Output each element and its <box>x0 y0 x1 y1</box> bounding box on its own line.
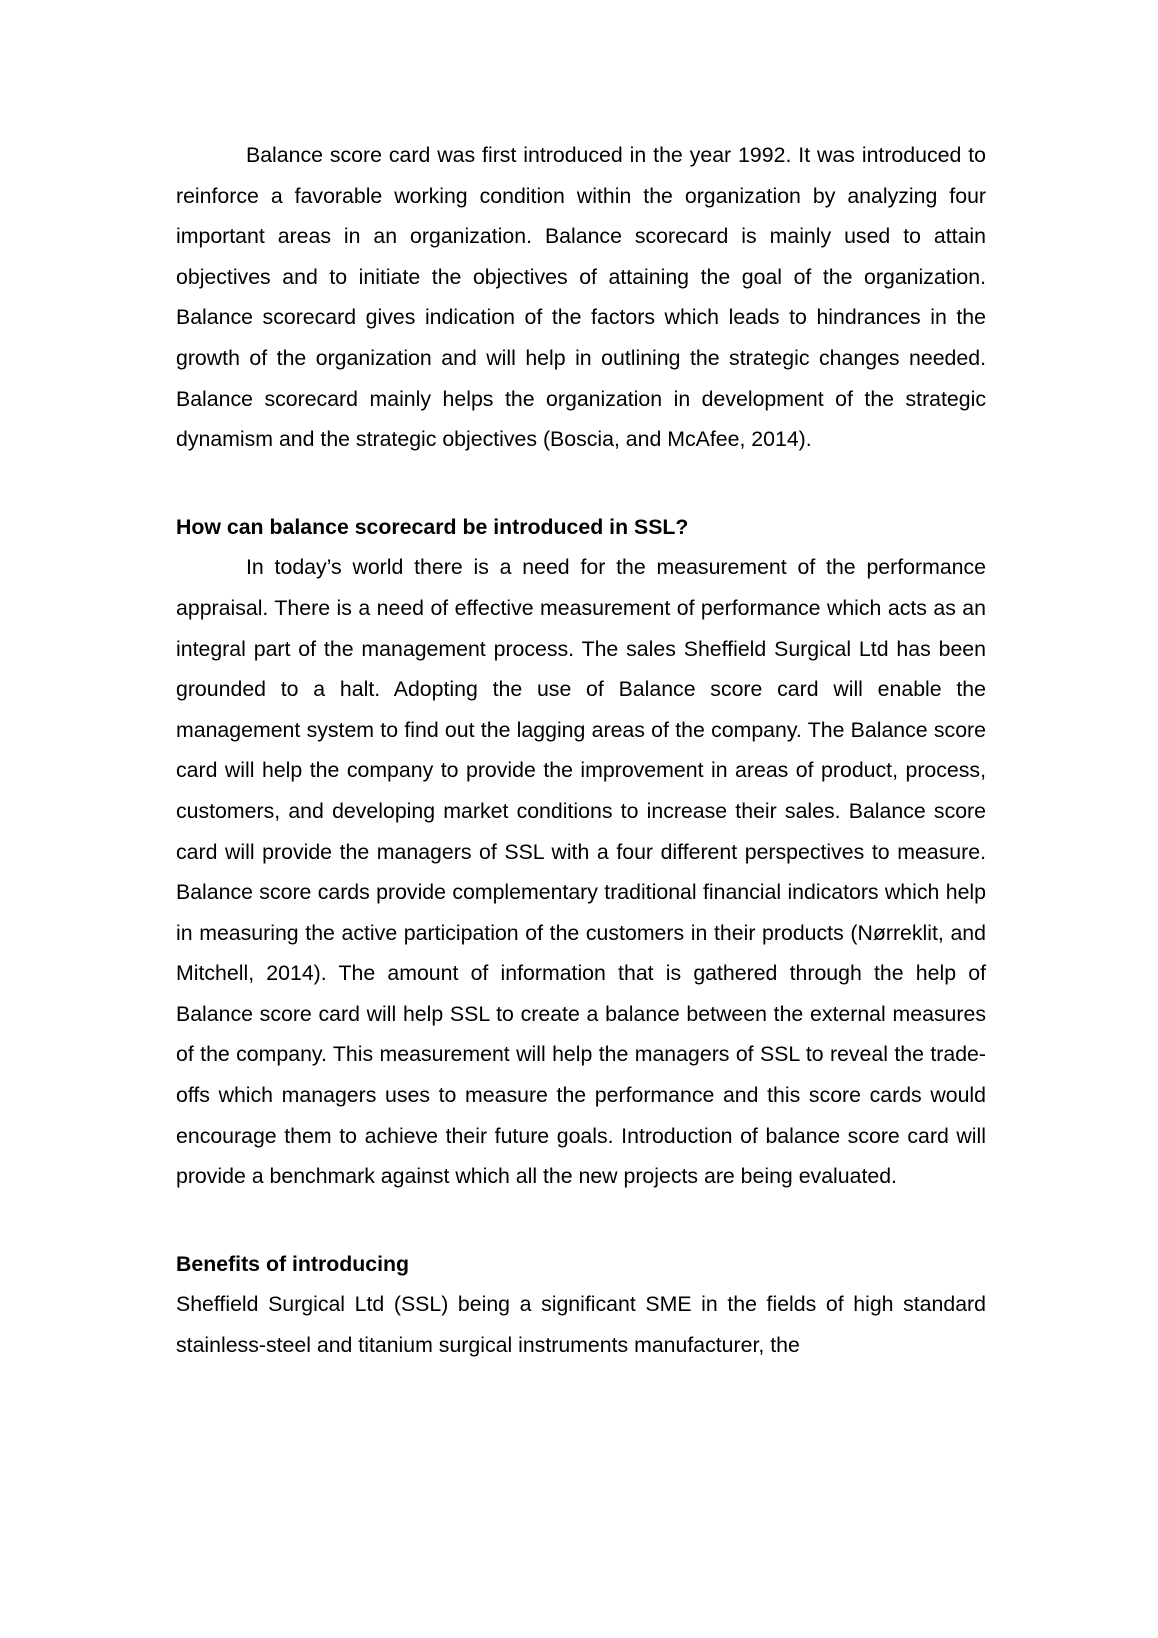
paragraph-balance-scorecard-intro: Balance score card was first introduced in the year 1992. It was introduced to reinforce a favorable working condition within the organization by analyzing four important areas in an organization. Balance scorecard is mainly used to attain objectives and to initiate the objectives of attaining the goal of the organization. Balance scorecard gives indication of the factors which leads to hindrances in the growth of the organization and will help in outlining the strategic changes needed. Balance scorecard mainly helps the organization in development of the strategic dynamism and the strategic objectives (Boscia, and McAfee, 2014). <box>176 143 986 452</box>
paragraph-gap <box>176 460 986 507</box>
paragraph-benefits: Sheffield Surgical Ltd (SSL) being a significant SME in the fields of high standard stainless-steel and titanium surgical instruments manufacturer, the <box>176 1292 986 1358</box>
paragraph-introducing-in-ssl: In today’s world there is a need for the measurement of the performance appraisal. There is a need of effective measurement of performance which acts as an integral part of the management process. The sales Sheffield Surgical Ltd has been grounded to a halt. Adopting the use of Balance score card will enable the management system to find out the lagging areas of the company. The Balance score card will help the company to provide the improvement in areas of product, process, customers, and developing market conditions to increase their sales. Balance score card will provide the managers of SSL with a four different perspectives to measure. Balance score cards provide complementary traditional financial indicators which help in measuring the active participation of the customers in their products (Nørreklit, and Mitchell, 2014). The amount of information that is gathered through the help of Balance score card will help SSL to create a balance between the external measures of the company. This measurement will help the managers of SSL to reveal the trade-offs which managers uses to measure the performance and this score cards would encourage them to achieve their future goals. Introduction of balance score card will provide a benchmark against which all the new projects are being evaluated. <box>176 555 986 1189</box>
heading-introducing-in-ssl: How can balance scorecard be introduced in SSL? <box>176 514 689 539</box>
heading-benefits: Benefits of introducing <box>176 1251 410 1276</box>
document-body <box>176 135 986 1366</box>
paragraph-gap <box>176 1197 986 1244</box>
